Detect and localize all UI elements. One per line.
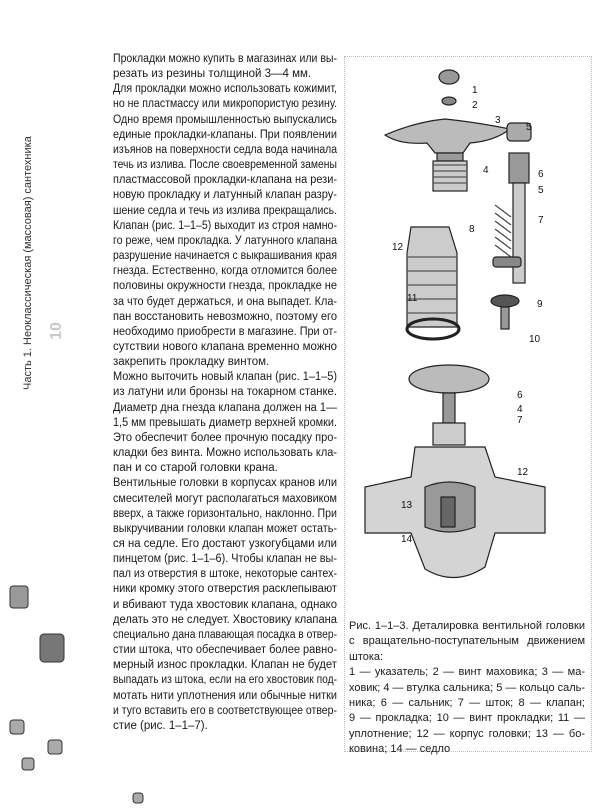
line-text: кладки без винта. Можно использовать кла- [113,447,337,460]
text-line [113,431,337,446]
line-text: но не пластмассу или микропористую резину. [113,98,338,111]
text-line [113,673,337,688]
text-line [113,219,337,234]
line-text: изъянов на поверхности седла вода начинала [113,143,337,156]
text-line [113,279,337,294]
text-line [113,552,337,567]
figure-1-1-3 [344,56,592,756]
caption-line [349,696,585,711]
line-text: сутствии нового клапана временно можно [113,340,338,353]
text-line [113,295,337,310]
line-text: выкручивании головки клапан может остать- [113,522,337,535]
line-text: разрушение начинается с выкрашивания края [113,250,337,263]
text-line [113,113,337,128]
text-line [113,628,337,643]
part-label-7: 7 [538,215,544,226]
part-label-5b: 5 [538,185,544,196]
text-line [113,173,337,188]
line-text: стие (рис. 1–1–7). [113,719,208,732]
page-number: 10 [47,322,65,340]
part-label-7-assembled: 7 [517,415,523,426]
body-text [113,52,337,734]
line-text: мерный износ прокладки. Клапан не будет [113,659,338,672]
line-text: ся на седле. Его достают узкогубцами или [113,538,338,550]
text-line [113,143,337,158]
text-line [113,658,337,673]
text-line [113,234,337,249]
line-text: 1 — указатель; 2 — винт маховика; 3 — ма- [349,666,585,679]
text-line [113,522,337,537]
line-text: ника; 6 — сальник; 7 — шток; 8 — клапан; [349,697,585,710]
running-head [22,136,34,402]
text-line [113,310,337,325]
line-text: Клапан (рис. 1–1–5) выходит из строя намно- [113,219,337,232]
text-line [113,325,337,340]
part-label-3: 3 [495,115,501,126]
line-text: го реже, чем прокладка. У латунного клапана [113,234,337,247]
line-text: за что будет держаться, и она выпадет. Кла- [113,295,338,308]
text-line [113,355,337,370]
text-line [113,416,337,431]
text-line [113,507,337,522]
caption-line [349,681,585,696]
part-label-10: 10 [529,334,541,345]
part-label-1: 1 [472,85,478,96]
text-line [113,370,337,385]
line-text: смесителей могут располагаться маховиком [113,492,338,505]
caption-line [349,711,585,726]
text-line [113,204,337,219]
line-text: пластмассовой прокладки-клапана на рези- [113,174,337,187]
text-line [113,340,337,355]
line-text: течь из излива. После своевременной замены [113,159,337,172]
line-text: 9 — прокладка; 10 — винт прокладки; 11 — [349,712,585,725]
line-text: делать это не следует. Хвостовику клапана [113,613,338,626]
part-label-13: 13 [401,500,413,511]
line-text: необходимо приобрести в магазине. При от- [113,325,338,338]
text-line [113,249,337,264]
part-label-6: 6 [538,169,544,180]
text-line [113,719,337,734]
line-text: Рис. 1–1–3. Деталировка вентильной головки [349,620,585,632]
line-text: единые прокладки-клапаны. При появлении [113,128,337,141]
line-text: резать из резины толщиной 3—4 мм. [113,68,312,81]
part-label-5: 5 [526,122,532,133]
part-label-4-assembled: 4 [517,404,523,415]
caption-line [349,727,585,742]
line-text: уплотнение; 12 — корпус головки; 13 — бо- [349,727,585,740]
line-text: половины окружности гнезда, прокладке не [113,280,338,293]
caption-line [349,650,585,665]
valve-screw-illustration [130,790,146,806]
caption-line [349,619,585,634]
line-text: 1,5 мм превышать диаметр верхней кромки. [113,416,337,429]
part-label-12-assembled: 12 [517,467,529,478]
line-text: и туго вставить его в соответствующее отвер- [113,704,338,717]
text-line [113,128,337,143]
text-line [113,567,337,582]
part-label-12: 12 [392,242,404,253]
text-line [113,613,337,628]
line-text: специально дана плавающая посадка в отвер- [113,628,338,641]
line-text: Прокладки можно купить в магазинах или вы- [113,53,337,65]
line-text: вверх, а также горизонтально, наклонно. При [113,507,337,520]
text-line [113,492,337,507]
line-text: гнезда. Естественно, когда отломится более [113,265,338,278]
text-line [113,401,337,416]
line-text: штока: [349,650,384,663]
text-line [113,643,337,658]
line-text: шение седла и течь из излива прекращались. [113,204,337,217]
text-line [113,476,337,491]
text-line [113,188,337,203]
line-text: и вбивают туда хвостовик клапана, однако [113,598,338,611]
line-text: Это обеспечит более прочную посадку про- [113,431,338,444]
figure-caption [349,619,585,758]
line-text: Можно выточить новый клапан (рис. 1–1–5) [113,371,338,384]
text-line [113,446,337,461]
text-line [113,67,337,82]
line-text: пан восстановить невозможно, поэтому его [113,310,338,323]
text-line [113,704,337,719]
line-text: из латуни или бронзы на токарном станке. [113,386,338,399]
text-line [113,598,337,613]
part-label-11: 11 [407,293,418,304]
valve-head-exploded-drawing [345,57,591,617]
text-line [113,52,337,67]
line-text: новую прокладку и латунный клапан разру- [113,189,338,202]
text-line [113,158,337,173]
text-line [113,582,337,597]
part-label-8: 8 [469,224,475,235]
line-text: Одно время промышленностью выпускались [113,113,338,126]
text-line [113,97,337,112]
line-text: стии штока, что обеспечивает более равно- [113,644,337,657]
line-text: пан и со старой головки крана. [113,462,278,475]
caption-line [349,634,585,649]
part-label-6-assembled: 6 [517,390,523,401]
line-text: Для прокладки можно использовать кожимит, [113,83,337,96]
line-text: Диаметр дна гнезда клапана должен на 1— [113,401,338,414]
part-label-9: 9 [537,299,543,310]
text-line [113,82,337,97]
line-text: ковина; 14 — седло [349,743,451,756]
line-text: пинцетом (рис. 1–1–6). Чтобы клапан не вы- [113,553,338,566]
text-line [113,264,337,279]
part-label-2: 2 [472,100,478,111]
line-text: пал из отверстия в штоке, некоторые сантех- [113,568,338,581]
line-text: ники кромку этого отверстия расклепывают [113,583,337,596]
line-text: ховик; 4 — втулка сальника; 5 — кольцо саль- [349,681,585,694]
caption-line [349,665,585,680]
valve-parts-illustration [0,580,80,810]
line-text: мотать нити уплотнения или обычные нитки [113,689,338,702]
running-head-text: Часть 1. Неоклассическая (массовая) сантехника [22,136,34,390]
line-text: Вентильные головки в корпусах кранов или [113,477,338,490]
part-label-4: 4 [483,165,489,176]
text-line [113,461,337,476]
line-text: закрепить прокладку винтом. [113,356,270,369]
text-line [113,689,337,704]
part-label-14: 14 [401,534,413,545]
text-line [113,385,337,400]
text-line [113,537,337,552]
caption-line [349,742,585,757]
line-text: с вращательно-поступательным движением [349,635,585,648]
line-text: выпадать из штока, если на его хвостовик под- [113,674,337,687]
